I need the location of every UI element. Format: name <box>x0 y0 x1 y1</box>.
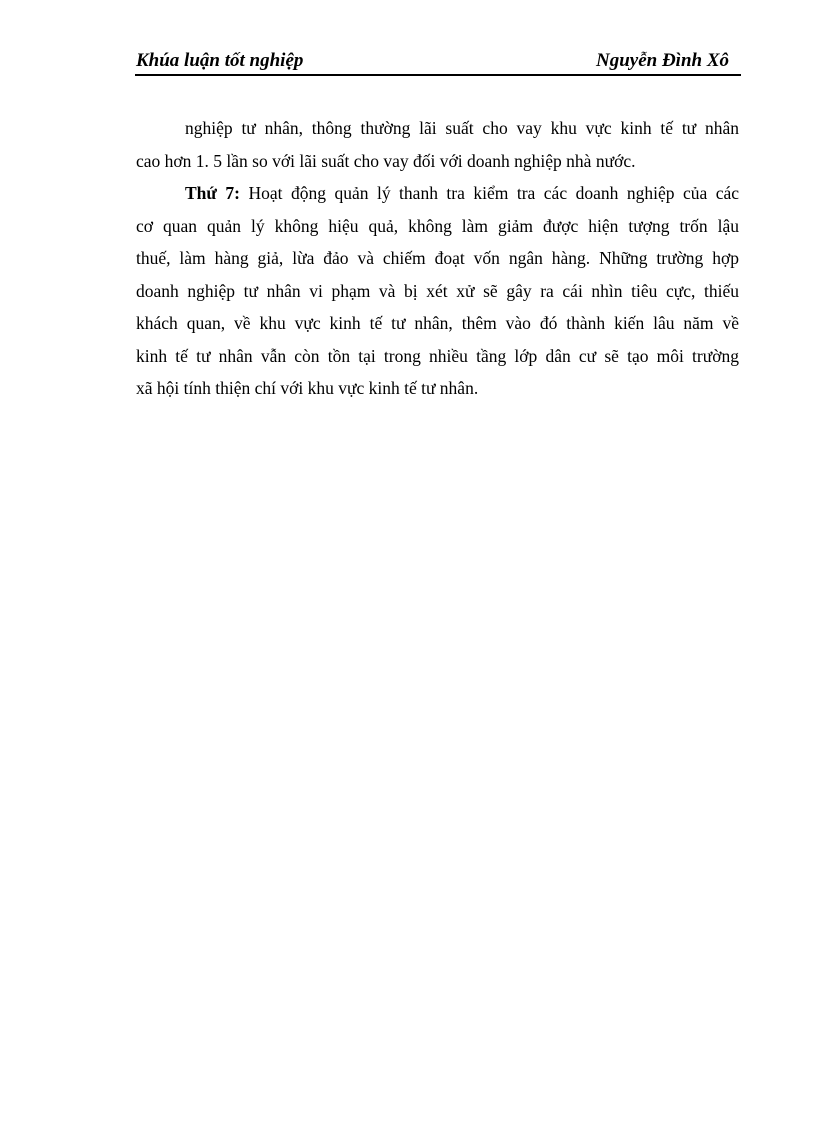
paragraph-line: doanh nghiệp tư nhân vi phạm và bị xét xử sẽ gây ra cái nhìn tiêu cực, thiếu <box>136 280 739 301</box>
paragraph-line: xã hội tính thiện chí với khu vực kinh tế tư nhân. <box>136 378 479 398</box>
paragraph-line: kinh tế tư nhân vẫn còn tồn tại trong nhiều tầng lớp dân cư sẽ tạo môi trường <box>136 345 739 366</box>
paragraph-line: thuế, làm hàng giả, lừa đảo và chiếm đoạt vốn ngân hàng. Những trường hợp <box>136 248 739 268</box>
author-name: Nguyễn Đình Xô <box>595 50 729 71</box>
paragraph-line: cơ quan quản lý không hiệu quả, không làm giảm được hiện tượng trốn lậu <box>136 215 739 236</box>
paragraph-first-line <box>136 177 739 210</box>
paragraph-line: khách quan, về khu vực kinh tế tư nhân, thêm vào đó thành kiến lâu năm về <box>136 313 739 333</box>
item-label: Thứ 7: <box>185 183 240 203</box>
thesis-title: Khúa luận tốt nghiệp <box>136 50 304 71</box>
paragraph-1 <box>136 112 739 177</box>
paragraph-line: nghiệp tư nhân, thông thường lãi suất cho vay khu vực kinh tế tư nhân <box>185 118 739 138</box>
paragraph-line-text: Hoạt động quản lý thanh tra kiểm tra các doanh nghiệp của các <box>239 183 740 203</box>
page-header <box>135 48 741 76</box>
paragraph-2 <box>136 177 739 405</box>
paragraph-line: cao hơn 1. 5 lần so với lãi suất cho vay đối với doanh nghiệp nhà nước. <box>136 150 636 171</box>
document-body <box>136 112 739 405</box>
